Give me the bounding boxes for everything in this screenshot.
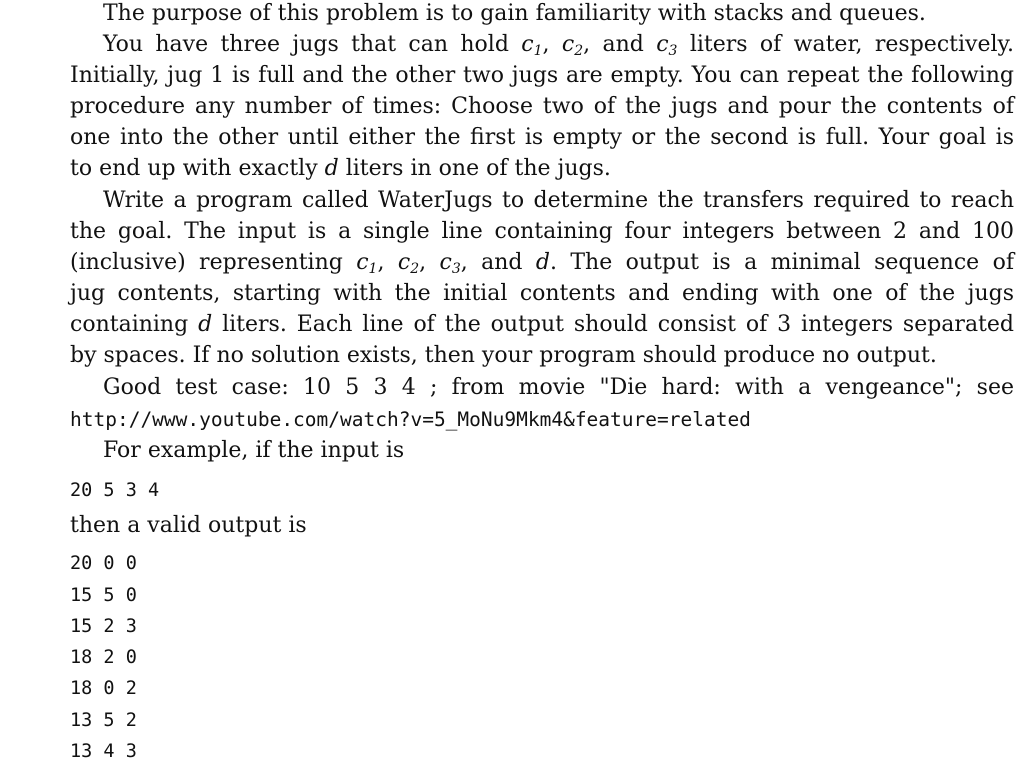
intro-text: The purpose of this problem is to gain familiarity with stacks and queues. <box>103 1 926 26</box>
example-intro-text: For example, if the input is <box>103 438 405 463</box>
comma: , <box>460 250 468 275</box>
example-input <box>70 475 159 506</box>
p3-text: the goal. The input is a single line containing four integers between 2 and 100 <box>70 219 1014 244</box>
comma: , <box>542 32 550 57</box>
output-line: 13 4 3 <box>70 741 137 762</box>
p2-text: to end up with exactly <box>70 156 318 181</box>
p2-line-4 <box>70 122 1014 153</box>
comma: , <box>419 250 427 275</box>
var-d: d <box>198 312 213 337</box>
p3-line-5 <box>70 309 1014 340</box>
p2-text: You have three jugs that can hold <box>103 32 509 57</box>
p3-line-6 <box>70 340 937 371</box>
p3-text: Write a program called WaterJugs to determine the transfers required to reach <box>103 188 1014 213</box>
var-d: d <box>535 250 550 275</box>
p3-text: containing <box>70 312 189 337</box>
youtube-url[interactable] <box>70 404 751 435</box>
p3-text: liters. Each line of the output should consist of 3 integers separated <box>222 312 1015 337</box>
var-c3: $c_3$ <box>656 32 678 59</box>
p3-text: . The output is a minimal sequence of <box>550 250 1014 275</box>
var-c1: $c_1$ <box>521 32 543 59</box>
p3-line-1 <box>103 185 1014 216</box>
then-label: then a valid output is <box>70 513 307 538</box>
var-c2: $c_2$ <box>397 250 420 277</box>
p3-text: (inclusive) representing <box>70 250 343 275</box>
p2-text: liters of water, respectively. <box>689 32 1015 57</box>
p4-line-1 <box>103 372 1014 403</box>
output-line: 20 0 0 <box>70 553 137 574</box>
p2-text: one into the other until either the first is empty or the second is full. Your goal is <box>70 125 1014 150</box>
intro-line <box>103 0 926 29</box>
p2-text: liters in one of the jugs. <box>345 156 611 181</box>
example-intro <box>103 435 404 466</box>
p3-line-2 <box>70 216 1014 247</box>
var-d: d <box>324 156 339 181</box>
p3-text: jug contents, starting with the initial contents and ending with one of the jugs <box>70 281 1014 306</box>
p2-text: procedure any number of times: Choose two of the jugs and pour the contents of <box>70 94 1014 119</box>
p3-text: by spaces. If no solution exists, then your program should produce no output. <box>70 343 937 368</box>
p2-line-2 <box>70 60 1014 91</box>
and-text: , and <box>583 32 644 57</box>
p3-line-4 <box>70 278 1014 309</box>
p3-line-3 <box>70 247 1014 278</box>
output-line: 18 2 0 <box>70 647 137 668</box>
p3-text: and <box>481 250 523 275</box>
var-c3: $c_3$ <box>439 250 461 277</box>
var-c1: $c_1$ <box>356 250 378 277</box>
p4-text: Good test case: 10 5 3 4 ; from movie "Die hard: with a vengeance"; see <box>103 375 1014 400</box>
p2-text: Initially, jug 1 is full and the other two jugs are empty. You can repeat the following <box>70 63 1014 88</box>
comma: , <box>377 250 385 275</box>
output-line: 15 5 0 <box>70 585 137 606</box>
output-line: 13 5 2 <box>70 710 137 731</box>
output-line: 15 2 3 <box>70 616 137 637</box>
p2-line-1 <box>103 29 1014 60</box>
p2-line-3 <box>70 91 1014 122</box>
var-c2: $c_2$ <box>561 32 584 59</box>
code-line: 20 5 3 4 <box>70 480 160 501</box>
url-link[interactable]: http://www.youtube.com/watch?v=5_MoNu9Mkm4&feature=related <box>70 408 751 431</box>
then-text <box>70 510 307 541</box>
output-line: 18 0 2 <box>70 678 137 699</box>
p2-line-5 <box>70 153 611 184</box>
